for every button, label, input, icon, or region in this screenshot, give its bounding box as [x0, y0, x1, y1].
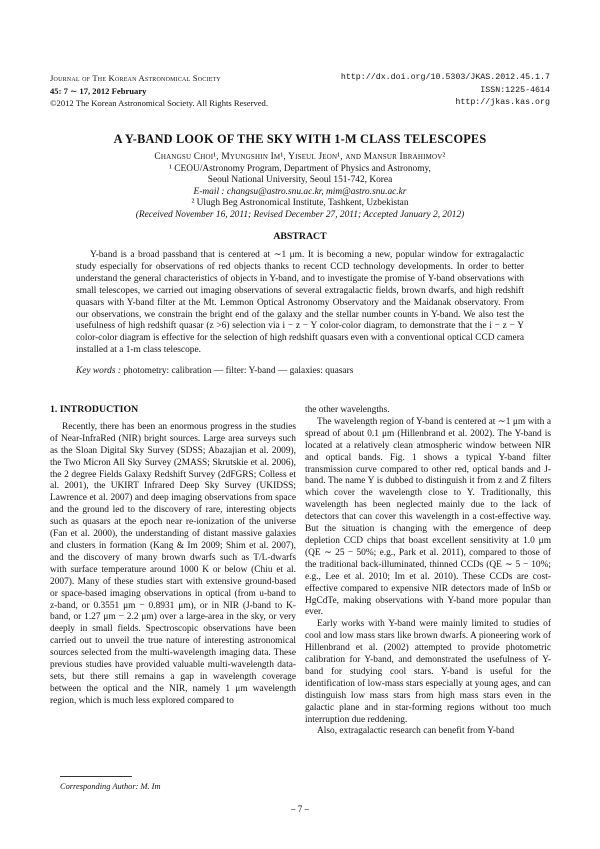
volume-issue: 45: 7 ∼ 17, 2012 February	[50, 85, 147, 96]
footnote: Corresponding Author: M. Im	[60, 782, 161, 791]
body-paragraph: Early works with Y-band were mainly limited to studies of cool and low mass stars like brown dwarfs. A pioneering work of Hillenbrand et al. (2002) attempted to provide photometric calibration for Y-band, and demonstrated the usefulness of Y-band for studying cool stars. Y-band is useful for the identification of low-mass stars especially at young ages, and can distinguish low mass stars from high mass stars even in the galactic plane and in star-forming regions without too much interruption due reddening.	[305, 619, 551, 725]
section-heading: 1. INTRODUCTION	[50, 404, 139, 415]
author-email[interactable]: E-mail : changsu@astro.snu.ac.kr, mim@astro.snu.ac.kr	[193, 186, 407, 197]
author-list: Changsu Choi¹, Myungshin Im¹, Yiseul Jeon¹, and Mansur Ibrahimov²	[154, 152, 446, 162]
page-number: – 7 –	[291, 804, 309, 814]
abstract-heading: ABSTRACT	[273, 231, 327, 242]
issn: ISSN:1225-4614	[480, 85, 550, 95]
paper-title: A Y-BAND LOOK OF THE SKY WITH 1-M CLASS TELESCOPES	[113, 132, 487, 146]
right-column	[305, 405, 551, 738]
journal-url[interactable]: http://jkas.kas.org	[455, 98, 550, 107]
copyright-line: ©2012 The Korean Astronomical Society. All Rights Reserved.	[50, 98, 268, 108]
body-paragraph: Also, extragalactic research can benefit from Y-band	[317, 726, 515, 737]
affiliation-1a: ¹ CEOU/Astronomy Program, Department of Physics and Astronomy,	[169, 163, 431, 174]
left-column	[50, 404, 296, 708]
keywords-text: photometry: calibration — filter: Y-band — galaxies: quasars	[123, 366, 354, 376]
body-paragraph: the other wavelengths.	[305, 405, 390, 415]
journal-links	[341, 72, 550, 110]
submission-dates: (Received November 16, 2011; Revised December 27, 2011; Accepted January 2, 2012)	[135, 209, 465, 220]
footnote-rule	[60, 776, 132, 777]
abstract-text: Y-band is a broad passband that is centered at ∼1 μm. It is becoming a new, popular window for extragalactic study especially for observations of red objects thanks to recent CCD technology developments. In order to better understand the general characteristics of objects in Y-band, and to investigate the promise of Y-band observations with small telescopes, we carried out imaging observations of several extragalactic fields, brown dwarfs, and high redshift quasars with Y-band filter at the Mt. Lemmon Optical Astronomy Observatory and the Maidanak observatory. From our observations, we constrain the bright end of the galaxy and the stellar number counts in Y-band. We also test the usefulness of high redshift quasar (z >6) selection via i − z − Y color-color diagram, to demonstrate that the i − z − Y color-color diagram is effective for the selection of high redshift quasars even with a conventional optical CCD camera installed at a 1-m class telescope.	[76, 250, 524, 356]
affiliation-1b: Seoul National University, Seoul 151-742, Korea	[207, 175, 393, 186]
journal-header	[50, 72, 340, 110]
affiliation-2: ² Ulugh Beg Astronomical Institute, Tashkent, Uzbekistan	[191, 198, 409, 209]
author-block	[0, 152, 600, 222]
body-paragraph: The wavelength region of Y-band is centered at ∼1 μm with a spread of about 0.1 μm (Hillenbrand et al. 2002). The Y-band is located at a relatively clean atmospheric window between NIR and optical bands. Fig. 1 shows a typical Y-band filter transmission curve compared to other red, optical bands and J-band. The name Y is dubbed to distinguish it from z and Z filters which cover the wavelength close to Y. Traditionally, this wavelength has been neglected mainly due to the lack of detectors that can cover this wavelength in a cost-effective way. But the situation is changing with the emergence of deep depletion CCD chips that boast excellent sensitivity at 1.0 μm (QE ∼ 25 − 50%; e.g., Park et al. 2011), compared to those of the traditional back-illuminated, thinned CCDs (QE ∼ 5 − 10%; e.g., Lee et al. 2010; Im et al. 2010). These CCDs are cost-effective compared to expensive NIR detectors made of InSb or HgCdTe, making observations with Y-band more popular than ever.	[305, 416, 551, 618]
doi-link[interactable]: http://dx.doi.org/10.5303/JKAS.2012.45.1.7	[340, 73, 550, 82]
body-paragraph: Recently, there has been an enormous progress in the studies of Near-InfraRed (NIR) bright sources. Large area surveys such as the Sloan Digital Sky Survey (SDSS; Abazajian et al. 2009), the Two Micron All Sky Survey (2MASS; Skrutskie et al. 2006), the 2 degree Fields Galaxy Redshift Survey (2dFGRS; Colless et al. 2001), the UKIRT Infrared Deep Sky Survey (UKIDSS; Lawrence et al. 2007) and deep imaging observations from space and the ground led to the discovery of rare, interesting objects such as quasars at the epoch near re-ionization of the universe (Fan et al. 2000), the understanding of distant massive galaxies and clusters in formation (Kang & Im 2009; Shim et al. 2007), and the discovery of many brown dwarfs such as T/L-dwarfs with surface temperature around 1000 K or below (Chiu et al. 2007). Many of these studies start with extensive ground-based or space-based imaging observations in optical (from u-band to z-band, or 0.3551 μm − 0.8931 μm), or in NIR (J-band to K-band, or 1.27 μm − 2.2 μm) over a large-area in the sky, or very deeply in small fields. Spectroscopic observations have been carried out to unveil the true nature of interesting astronomical sources selected from the multi-wavelength imaging data. These previous studies have provided valuable multi-wavelength data-sets, but there still remains a gap in wavelength coverage between the optical and the NIR, namely 1 μm wavelength region, which is much less explored compared to	[50, 421, 296, 706]
keywords-line	[76, 366, 536, 376]
keywords-label: Key words :	[76, 366, 121, 376]
journal-name: Journal of The Korean Astronomical Society	[50, 73, 221, 83]
